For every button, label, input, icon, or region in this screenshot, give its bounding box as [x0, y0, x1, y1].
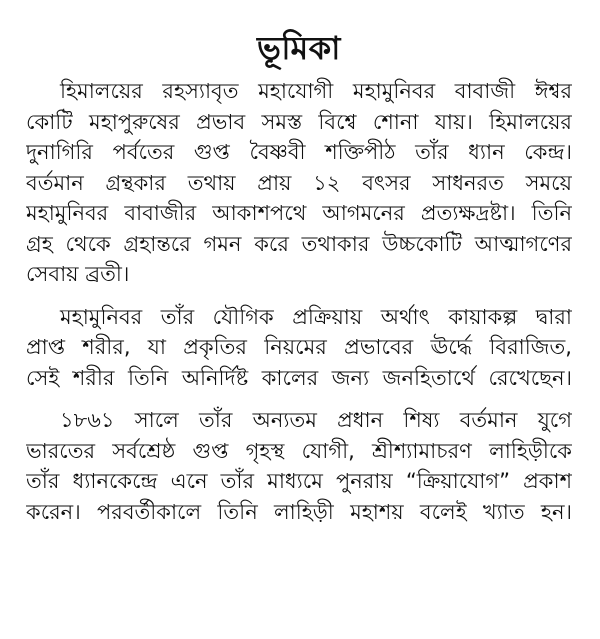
paragraph-2 — [26, 302, 572, 394]
page-title: ভূমিকা — [257, 29, 341, 67]
text-line: করেন। পরবর্তীকালে তিনি লাহিড়ী মহাশয় বলেই খ্যাত হন। — [26, 499, 572, 524]
text-line: দুনাগিরি পর্বতের গুপ্ত বৈষ্ণবী শক্তিপীঠ তাঁর ধ্যান কেন্দ্র। — [26, 140, 572, 164]
text-line: হিমালয়ের রহস্যাবৃত মহাযোগী মহামুনিবর বাবাজী ঈশ্বর — [60, 79, 572, 103]
text-line: ১৮৬১ সালে তাঁর অন্যতম প্রধান শিষ্য বর্তমান যুগে — [60, 408, 572, 432]
text-line: গ্রহ থেকে গ্রহান্তরে গমন করে তথাকার উচ্চকোটি আত্মাগণের — [26, 231, 572, 256]
paragraph-3 — [26, 405, 572, 527]
text-line: সেবায় ব্রতী। — [26, 262, 130, 286]
text-line: ভারতের সর্বশ্রেষ্ঠ গুপ্ত গৃহস্থ যোগী, শ্রীশ্যামাচরণ লাহিড়ীকে — [26, 438, 572, 463]
text-line: কোটি মহাপুরুষের প্রভাব সমস্ত বিশ্বে শোনা যায়। হিমালয়ের — [26, 109, 572, 134]
text-line: প্রাপ্ত শরীর, যা প্রকৃতির নিয়মের প্রভাবের ঊর্দ্ধে বিরাজিত, — [26, 335, 572, 359]
text-line: তাঁর ধ্যানকেন্দ্রে এনে তাঁর মাধ্যমে পুনরায় “ক্রিয়াযোগ” প্রকাশ — [26, 469, 572, 493]
text-line: বর্তমান গ্রন্থকার তথায় প্রায় ১২ বৎসর সাধনরত সময়ে — [26, 170, 572, 195]
paragraph-1 — [26, 76, 572, 290]
text-line: সেই শরীর তিনি অনির্দিষ্ট কালের জন্য জনহিতার্থে রেখেছেন। — [26, 365, 572, 390]
text-line: মহামুনিবর বাবাজীর আকাশপথে আগমনের প্রত্যক্ষদ্রষ্টা। তিনি — [26, 201, 572, 225]
text-line: মহামুনিবর তাঁর যৌগিক প্রক্রিয়ায় অর্থাৎ কায়াকল্প দ্বারা — [60, 304, 572, 329]
